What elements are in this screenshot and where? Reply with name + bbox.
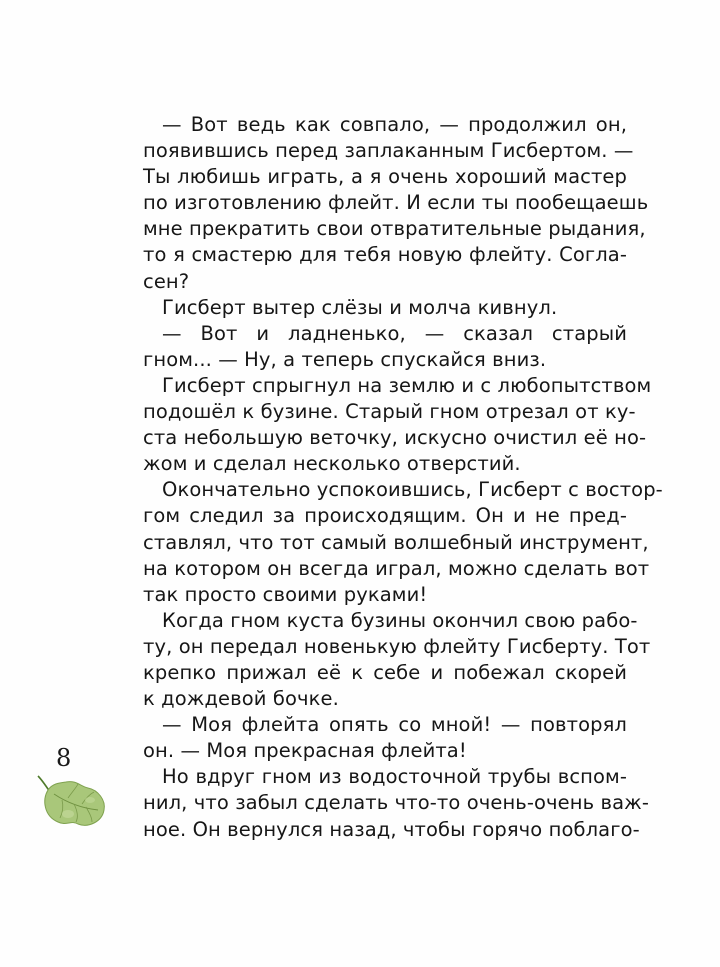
text-line: — Моя флейта опять со мной! — повторял xyxy=(162,713,627,737)
text-line: Окончательно успокоившись, Гисберт с востор- xyxy=(162,478,663,502)
text-line: Гисберт вытер слёзы и молча кивнул. xyxy=(162,295,558,319)
text-line: ставлял, что тот самый волшебный инструмент, xyxy=(143,530,649,554)
text-line: Когда гном куста бузины окончил свою рабо- xyxy=(162,608,638,632)
text-line: ное. Он вернулся назад, чтобы горячо поблаго- xyxy=(143,817,640,841)
text-line: по изготовлению флейт. И если ты пообещаешь xyxy=(143,191,649,215)
text-line: жом и сделал несколько отверстий. xyxy=(143,452,521,476)
text-line: — Вот ведь как совпало, — продолжил он, xyxy=(162,113,627,136)
text-line: гном... — Ну, а теперь спускайся вниз. xyxy=(143,347,547,371)
text-line: мне прекратить свои отвратительные рыдания, xyxy=(143,217,646,241)
text-line: ста небольшую веточку, искусно очистил её но- xyxy=(143,426,647,450)
page-number: 8 xyxy=(56,744,72,772)
text-line: на котором он всегда играл, можно сделать вот xyxy=(143,556,650,580)
text-line: так просто своими руками! xyxy=(143,582,428,606)
text-line: Ты любишь играть, а я очень хороший мастер xyxy=(143,165,627,189)
text-line: Но вдруг гном из водосточной трубы вспом- xyxy=(162,765,627,789)
text-line: гом следил за происходящим. Он и не пред- xyxy=(143,504,627,528)
text-line: — Вот и ладненько, — сказал старый xyxy=(162,321,627,345)
text-line: он. — Моя прекрасная флейта! xyxy=(143,739,467,763)
text-line: подошёл к бузине. Старый гном отрезал от ку- xyxy=(143,400,636,424)
text-line: появившись перед заплаканным Гисбертом. — xyxy=(143,139,634,163)
text-line: сен? xyxy=(143,269,190,293)
story-text xyxy=(143,112,663,843)
text-line: ту, он передал новенькую флейту Гисберту. Тот xyxy=(143,634,651,658)
text-line: нил, что забыл сделать что-то очень-очень важ- xyxy=(143,791,649,815)
text-line: к дождевой бочке. xyxy=(143,687,339,711)
text-line: то я смастерю для тебя новую флейту. Согла- xyxy=(143,243,627,267)
leaf-illustration xyxy=(32,770,108,830)
text-line: Гисберт спрыгнул на землю и с любопытством xyxy=(162,373,652,397)
text-line: крепко прижал её к себе и побежал скорей xyxy=(143,660,627,684)
